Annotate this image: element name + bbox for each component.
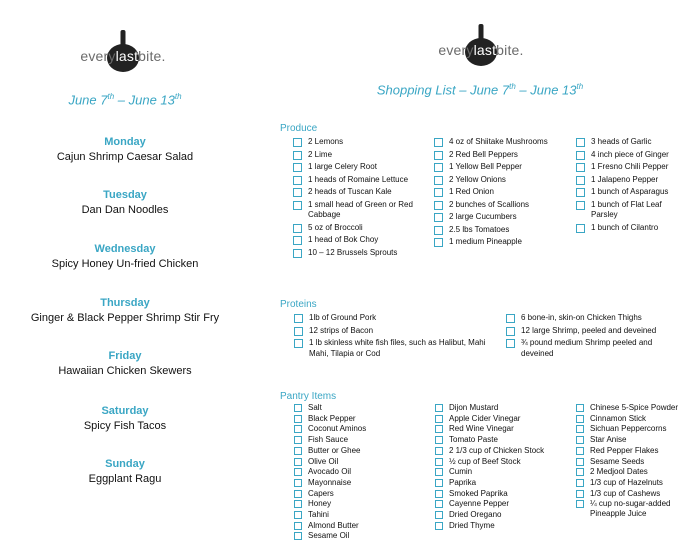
checklist-item-label: 1/3 cup of Hazelnuts — [590, 477, 663, 487]
checkbox[interactable] — [293, 176, 302, 185]
checklist-item-label: 1 bunch of Flat Leaf Parsley — [591, 199, 662, 219]
checklist-item — [433, 225, 558, 236]
checklist-item — [434, 467, 564, 477]
checklist-item-label: Star Anise — [590, 435, 627, 445]
checklist-item — [434, 403, 564, 413]
checklist-item — [293, 499, 423, 509]
checklist-item-label: Almond Butter — [308, 520, 359, 530]
checklist-item-label: Sesame Seeds — [590, 456, 645, 466]
checklist-item-label: Tahini — [308, 510, 329, 520]
day-name: Monday — [104, 136, 146, 148]
checklist-item — [433, 200, 558, 211]
checklist-item — [293, 457, 423, 467]
checkbox[interactable] — [576, 138, 585, 147]
logo-right — [396, 24, 566, 64]
shopping-list-title: Shopping List – June 7th – June 13th — [376, 82, 584, 98]
checklist-item-label: Salt — [308, 403, 322, 412]
week-date-heading: June 7th – June 13th — [68, 92, 182, 108]
checklist-item-label: 2 Yellow Onions — [449, 174, 506, 184]
checkbox[interactable] — [434, 176, 443, 185]
day-name: Wednesday — [94, 243, 156, 255]
checklist-item — [433, 137, 558, 148]
checklist-item — [433, 212, 558, 223]
checklist-item-label: 6 bone-in, skin-on Chicken Thighs — [521, 313, 642, 322]
pantry-col-2 — [434, 403, 564, 531]
checklist-item-label: 3 heads of Garlic — [591, 137, 652, 146]
checklist-item — [292, 223, 417, 234]
checkbox[interactable] — [576, 224, 585, 233]
checklist-item-label: 1 Yellow Bell Pepper — [449, 162, 522, 171]
checkbox[interactable] — [435, 425, 443, 433]
checkbox[interactable] — [294, 458, 302, 466]
checklist-item-label: 2 Lime — [308, 149, 333, 159]
checklist-item — [434, 478, 564, 488]
produce-col-2 — [433, 137, 558, 250]
checklist-item-label: Sesame Oil — [308, 531, 350, 541]
checklist-item-label: 1 lb skinless white fish files, such as Halibut, Mahi Mahi, Tilapia or Cod — [309, 338, 486, 358]
checklist-item — [433, 150, 558, 161]
checklist-item-label: 10 – 12 Brussels Sprouts — [308, 247, 398, 257]
checkbox[interactable] — [294, 468, 302, 476]
checklist-item — [293, 403, 423, 413]
checklist-item — [293, 424, 423, 434]
checkbox[interactable] — [293, 201, 302, 210]
checkbox[interactable] — [294, 532, 302, 540]
checkbox[interactable] — [293, 224, 302, 233]
checkbox[interactable] — [435, 522, 443, 530]
checkbox[interactable] — [294, 511, 302, 519]
checklist-item — [292, 200, 417, 221]
checklist-item — [575, 457, 690, 467]
checkbox[interactable] — [576, 188, 585, 197]
checklist-item — [292, 235, 417, 246]
checklist-item — [293, 414, 423, 424]
checklist-item — [505, 313, 685, 324]
checklist-item — [575, 175, 685, 186]
checklist-item — [575, 414, 690, 424]
checklist-item-label: Avocado Oil — [308, 467, 351, 477]
day-thursday — [0, 296, 250, 326]
checklist-item — [434, 414, 564, 424]
checkbox[interactable] — [434, 138, 443, 147]
produce-heading: Produce — [280, 123, 318, 134]
checklist-item-label: 2 bunches of Scallions — [449, 199, 530, 209]
checkbox[interactable] — [434, 151, 443, 160]
checklist-item-label: 1 Jalapeno Pepper — [591, 174, 659, 184]
checklist-item-label: Olive Oil — [308, 456, 339, 466]
checklist-item-label: 2.5 lbs Tomatoes — [449, 224, 510, 234]
day-wednesday — [0, 242, 250, 272]
checklist-item — [434, 521, 564, 531]
checklist-item — [293, 510, 423, 520]
checklist-item — [293, 467, 423, 477]
checklist-item-label: Red Pepper Flakes — [590, 445, 659, 455]
checkbox[interactable] — [435, 468, 443, 476]
checklist-item-label: Honey — [308, 499, 332, 509]
checklist-item-label: Cumin — [449, 467, 473, 477]
checkbox[interactable] — [294, 522, 302, 530]
checklist-item-label: ¼ cup no-sugar-added Pineapple Juice — [590, 499, 671, 519]
checklist-item — [292, 175, 417, 186]
checklist-item — [575, 150, 685, 161]
checklist-item — [575, 403, 690, 413]
checklist-item-label: 12 large Shrimp, peeled and deveined — [521, 325, 657, 335]
checklist-item — [575, 499, 690, 518]
checklist-item — [293, 313, 488, 324]
checkbox[interactable] — [294, 339, 303, 348]
checklist-item-label: 1 Fresno Chili Pepper — [591, 162, 669, 171]
checkbox[interactable] — [435, 500, 443, 508]
checklist-item-label: Chinese 5-Spice Powder — [590, 403, 679, 412]
checkbox[interactable] — [434, 213, 443, 222]
checklist-item — [575, 223, 685, 234]
checklist-item — [433, 187, 558, 198]
checkbox[interactable] — [576, 490, 584, 498]
checkbox[interactable] — [434, 201, 443, 210]
checkbox[interactable] — [294, 425, 302, 433]
checkbox[interactable] — [576, 176, 585, 185]
checklist-item-label: 1 small head of Green or Red Cabbage — [308, 199, 413, 219]
checkbox[interactable] — [293, 236, 302, 245]
meal-name: Spicy Fish Tacos — [83, 420, 167, 432]
pantry-col-1 — [293, 403, 423, 542]
checklist-item — [292, 187, 417, 198]
checklist-item-label: Apple Cider Vinegar — [449, 413, 521, 423]
checkbox[interactable] — [435, 415, 443, 423]
checkbox[interactable] — [293, 151, 302, 160]
day-friday — [0, 349, 250, 379]
checklist-item-label: Black Pepper — [308, 413, 356, 423]
proteins-col-2 — [505, 313, 685, 361]
checkbox[interactable] — [576, 436, 584, 444]
checkbox[interactable] — [294, 447, 302, 455]
checkbox[interactable] — [293, 188, 302, 197]
checklist-item — [293, 338, 488, 359]
checklist-item — [434, 489, 564, 499]
checklist-item-label: Mayonnaise — [308, 477, 352, 487]
checkbox[interactable] — [435, 490, 443, 498]
checkbox[interactable] — [434, 226, 443, 235]
checkbox[interactable] — [576, 163, 585, 172]
checkbox[interactable] — [576, 425, 584, 433]
produce-col-3 — [575, 137, 685, 235]
checklist-item — [292, 150, 417, 161]
pantry-col-3 — [575, 403, 690, 520]
checkbox[interactable] — [294, 327, 303, 336]
checklist-item-label: 1 heads of Romaine Lettuce — [308, 174, 409, 184]
checklist-item-label: 12 strips of Bacon — [309, 325, 374, 335]
checkbox[interactable] — [294, 404, 302, 412]
checklist-item — [434, 457, 564, 467]
checkbox[interactable] — [293, 138, 302, 147]
day-monday — [0, 135, 250, 165]
checklist-item — [293, 446, 423, 456]
checklist-item-label: 1 bunch of Cilantro — [591, 222, 659, 232]
checklist-item — [292, 162, 417, 173]
logo-left — [38, 30, 208, 70]
checklist-item-label: 1/3 cup of Cashews — [590, 488, 661, 498]
checklist-item-label: 2 Lemons — [308, 137, 344, 146]
day-tuesday — [0, 188, 250, 218]
day-saturday — [0, 404, 250, 434]
checklist-item — [575, 200, 685, 221]
checklist-item-label: Cinnamon Stick — [590, 413, 647, 423]
checklist-item-label: Red Wine Vinegar — [449, 424, 514, 434]
checklist-item-label: Tomato Paste — [449, 435, 498, 445]
checklist-item-label: ½ cup of Beef Stock — [449, 456, 521, 466]
day-name: Saturday — [101, 405, 149, 417]
checklist-item-label: Butter or Ghee — [308, 445, 361, 455]
checklist-item — [434, 499, 564, 509]
checklist-item-label: Dried Oregano — [449, 510, 502, 520]
checkbox[interactable] — [506, 314, 515, 323]
checkbox[interactable] — [506, 339, 515, 348]
checklist-item — [293, 531, 423, 541]
checklist-item — [292, 137, 417, 148]
checklist-item-label: Dried Thyme — [449, 520, 495, 530]
checklist-item — [433, 162, 558, 173]
checklist-item — [575, 424, 690, 434]
meal-name: Cajun Shrimp Caesar Salad — [56, 151, 194, 163]
meal-name: Hawaiian Chicken Skewers — [58, 365, 192, 377]
checklist-item — [292, 248, 417, 259]
checkbox[interactable] — [293, 163, 302, 172]
checklist-item-label: Sichuan Peppercorns — [590, 424, 667, 434]
checklist-item — [505, 326, 685, 337]
checkbox[interactable] — [294, 415, 302, 423]
checkbox[interactable] — [576, 404, 584, 412]
checklist-item-label: ¾ pound medium Shrimp peeled and deveined — [521, 338, 653, 358]
proteins-col-1 — [293, 313, 488, 361]
checklist-item-label: Paprika — [449, 477, 477, 487]
checkbox[interactable] — [576, 415, 584, 423]
day-name: Tuesday — [103, 189, 147, 201]
checklist-item-label: Cayenne Pepper — [449, 499, 510, 509]
day-name: Thursday — [100, 297, 150, 309]
checkbox[interactable] — [576, 500, 584, 508]
checkbox[interactable] — [294, 500, 302, 508]
checklist-item-label: 4 oz of Shiitake Mushrooms — [449, 137, 548, 146]
checklist-item — [293, 489, 423, 499]
checklist-item-label: 1 bunch of Asparagus — [591, 187, 669, 196]
checklist-item — [434, 446, 564, 456]
checkbox[interactable] — [576, 479, 584, 487]
checklist-item — [293, 435, 423, 445]
meal-name: Eggplant Ragu — [88, 473, 162, 485]
checkbox[interactable] — [435, 447, 443, 455]
checklist-item — [575, 446, 690, 456]
checkbox[interactable] — [576, 447, 584, 455]
checklist-item — [575, 137, 685, 148]
checkbox[interactable] — [435, 404, 443, 412]
checklist-item — [434, 510, 564, 520]
checklist-item-label: 2 heads of Tuscan Kale — [308, 187, 392, 196]
checklist-item-label: 4 inch piece of Ginger — [591, 149, 669, 159]
checkbox[interactable] — [434, 188, 443, 197]
checklist-item-label: 1 medium Pineapple — [449, 237, 522, 246]
checkbox[interactable] — [435, 436, 443, 444]
checklist-item — [575, 489, 690, 499]
checkbox[interactable] — [576, 201, 585, 210]
meal-name: Spicy Honey Un-fried Chicken — [51, 258, 199, 270]
checklist-item — [433, 237, 558, 248]
proteins-heading: Proteins — [280, 299, 317, 310]
day-name: Sunday — [105, 458, 145, 470]
meal-name: Dan Dan Noodles — [81, 204, 169, 216]
checklist-item — [575, 162, 685, 173]
checklist-item — [293, 478, 423, 488]
checkbox[interactable] — [435, 511, 443, 519]
checklist-item-label: Capers — [308, 488, 334, 498]
produce-col-1 — [292, 137, 417, 260]
checklist-item — [505, 338, 685, 359]
checklist-item — [433, 175, 558, 186]
checkbox[interactable] — [294, 479, 302, 487]
checklist-item-label: 2 Medjool Dates — [590, 467, 648, 477]
checklist-item — [434, 435, 564, 445]
checkbox[interactable] — [434, 163, 443, 172]
checklist-item-label: Dijon Mustard — [449, 403, 499, 412]
checkbox[interactable] — [294, 314, 303, 323]
logo-text: everylastbite. — [80, 48, 166, 64]
checkbox[interactable] — [293, 249, 302, 258]
checklist-item-label: 2 large Cucumbers — [449, 212, 517, 221]
checkbox[interactable] — [576, 151, 585, 160]
checklist-item-label: 2 Red Bell Peppers — [449, 149, 518, 159]
checklist-item-label: 1 head of Bok Choy — [308, 235, 379, 244]
day-name: Friday — [108, 350, 142, 362]
checkbox[interactable] — [576, 458, 584, 466]
checkbox[interactable] — [434, 238, 443, 247]
checklist-item — [575, 187, 685, 198]
checkbox[interactable] — [435, 479, 443, 487]
checkbox[interactable] — [576, 468, 584, 476]
checklist-item — [434, 424, 564, 434]
checklist-item-label: 1lb of Ground Pork — [309, 313, 377, 322]
checklist-item-label: 5 oz of Broccoli — [308, 222, 363, 232]
checklist-item — [293, 521, 423, 531]
checklist-item-label: 1 Red Onion — [449, 187, 494, 196]
checklist-item — [293, 326, 488, 337]
pantry-heading: Pantry Items — [280, 391, 337, 402]
day-sunday — [0, 457, 250, 487]
checkbox[interactable] — [294, 436, 302, 444]
checklist-item-label: Coconut Aminos — [308, 424, 367, 434]
checklist-item-label: Smoked Paprika — [449, 488, 508, 498]
checkbox[interactable] — [506, 327, 515, 336]
checklist-item — [575, 467, 690, 477]
checklist-item-label: Fish Sauce — [308, 435, 349, 445]
meal-name: Ginger & Black Pepper Shrimp Stir Fry — [30, 312, 220, 324]
checklist-item — [575, 435, 690, 445]
checklist-item-label: 2 1/3 cup of Chicken Stock — [449, 445, 545, 455]
checkbox[interactable] — [294, 490, 302, 498]
checklist-item — [575, 478, 690, 488]
checklist-item-label: 1 large Celery Root — [308, 162, 377, 171]
checkbox[interactable] — [435, 458, 443, 466]
logo-text: everylastbite. — [438, 42, 524, 58]
